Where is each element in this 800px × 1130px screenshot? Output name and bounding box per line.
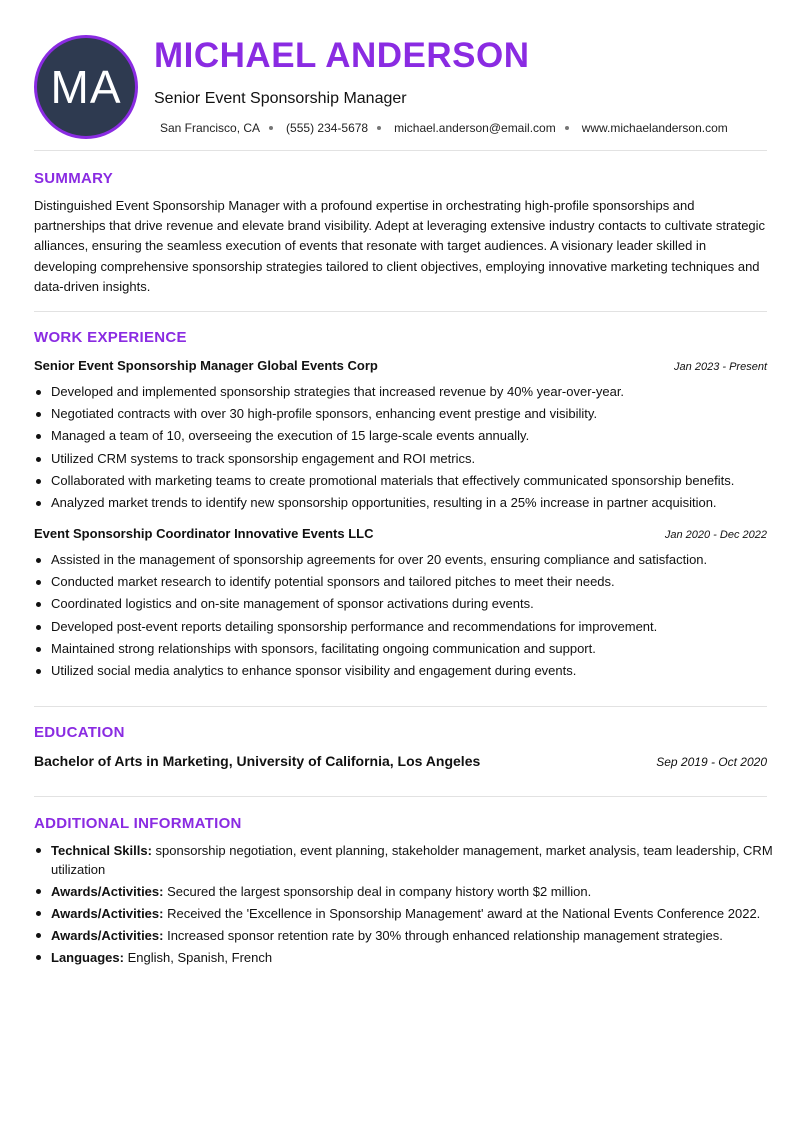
job-bullets bbox=[34, 550, 784, 683]
list-item bbox=[51, 904, 786, 923]
job-title: Senior Event Sponsorship Manager bbox=[154, 90, 407, 107]
list-item: Developed post-event reports detailing sponsorship performance and recommendations for improvement. bbox=[51, 617, 784, 639]
info-text: Secured the largest sponsorship deal in company history worth $2 million. bbox=[163, 884, 592, 899]
separator-dot bbox=[377, 126, 381, 130]
divider bbox=[34, 706, 767, 707]
candidate-name: MICHAEL ANDERSON bbox=[154, 36, 530, 75]
list-item bbox=[51, 948, 786, 967]
info-label: Languages: bbox=[51, 950, 124, 965]
avatar bbox=[34, 35, 138, 139]
list-item bbox=[51, 926, 786, 945]
contact-website[interactable]: www.michaelanderson.com bbox=[581, 121, 728, 135]
list-item: Developed and implemented sponsorship strategies that increased revenue by 40% year-over-year. bbox=[51, 382, 784, 404]
list-item: Utilized CRM systems to track sponsorship engagement and ROI metrics. bbox=[51, 449, 784, 471]
list-item bbox=[51, 841, 786, 879]
job-role: Senior Event Sponsorship Manager Global Events Corp bbox=[34, 358, 378, 373]
list-item: Managed a team of 10, overseeing the execution of 15 large-scale events annually. bbox=[51, 426, 784, 448]
contact-phone: (555) 234-5678 bbox=[286, 121, 369, 135]
avatar-initials: MA bbox=[50, 61, 122, 113]
list-item: Collaborated with marketing teams to create promotional materials that effectively communicated sponsorship benefits. bbox=[51, 471, 784, 493]
degree: Bachelor of Arts in Marketing, University of California, Los Angeles bbox=[34, 753, 481, 769]
job-header bbox=[34, 526, 767, 541]
info-label: Awards/Activities: bbox=[51, 884, 164, 899]
list-item: Utilized social media analytics to enhance sponsor visibility and engagement during events. bbox=[51, 661, 784, 683]
divider bbox=[34, 150, 767, 151]
list-item: Maintained strong relationships with sponsors, facilitating ongoing communication and support. bbox=[51, 639, 784, 661]
additional-info-heading: ADDITIONAL INFORMATION bbox=[34, 815, 242, 832]
info-label: Awards/Activities: bbox=[51, 906, 164, 921]
info-text: Received the 'Excellence in Sponsorship Management' award at the National Events Conference 2022. bbox=[163, 906, 761, 921]
education-dates: Sep 2019 - Oct 2020 bbox=[656, 755, 767, 769]
info-text: Increased sponsor retention rate by 30% through enhanced relationship management strategies. bbox=[163, 928, 723, 943]
list-item: Negotiated contracts with over 30 high-profile sponsors, enhancing event prestige and visibility. bbox=[51, 404, 784, 426]
job-bullets bbox=[34, 382, 784, 515]
info-text: sponsorship negotiation, event planning, stakeholder management, market analysis, team leadership, CRM utilization bbox=[51, 843, 773, 877]
contact-bar bbox=[160, 121, 728, 135]
summary-heading: SUMMARY bbox=[34, 170, 114, 187]
contact-email[interactable]: michael.anderson@email.com bbox=[394, 121, 556, 135]
separator-dot bbox=[565, 126, 569, 130]
list-item: Conducted market research to identify potential sponsors and tailored pitches to meet their needs. bbox=[51, 572, 784, 594]
job-dates: Jan 2020 - Dec 2022 bbox=[664, 529, 767, 541]
summary-text: Distinguished Event Sponsorship Manager with a profound expertise in orchestrating high-profile sponsorships and partnerships that drive revenue and elevate brand visibility. Adept at leveraging extensive industry contacts to cultivate strategic alliances, ensuring the seamless execution of events that resonate with target audiences. A visionary leader skilled in developing comprehensive sponsorship strategies tailored to client objectives, employing innovative marketing techniques and data-driven insights. bbox=[34, 198, 766, 294]
additional-info-list bbox=[34, 841, 786, 970]
job-dates: Jan 2023 - Present bbox=[674, 361, 767, 373]
info-text: English, Spanish, French bbox=[123, 950, 273, 965]
education-entry bbox=[34, 753, 767, 769]
work-experience-heading: WORK EXPERIENCE bbox=[34, 329, 187, 346]
divider bbox=[34, 311, 767, 312]
list-item bbox=[51, 882, 786, 901]
education-heading: EDUCATION bbox=[34, 724, 125, 741]
job-role: Event Sponsorship Coordinator Innovative Events LLC bbox=[34, 526, 374, 541]
contact-location: San Francisco, CA bbox=[160, 121, 261, 135]
list-item: Coordinated logistics and on-site management of sponsor activations during events. bbox=[51, 594, 784, 616]
list-item: Assisted in the management of sponsorship agreements for over 20 events, ensuring compliance and satisfaction. bbox=[51, 550, 784, 572]
divider bbox=[34, 796, 767, 797]
list-item: Analyzed market trends to identify new sponsorship opportunities, resulting in a 25% increase in partner acquisition. bbox=[51, 493, 784, 515]
info-label: Awards/Activities: bbox=[51, 928, 164, 943]
job-header bbox=[34, 358, 767, 373]
info-label: Technical Skills: bbox=[51, 843, 152, 858]
separator-dot bbox=[269, 126, 273, 130]
